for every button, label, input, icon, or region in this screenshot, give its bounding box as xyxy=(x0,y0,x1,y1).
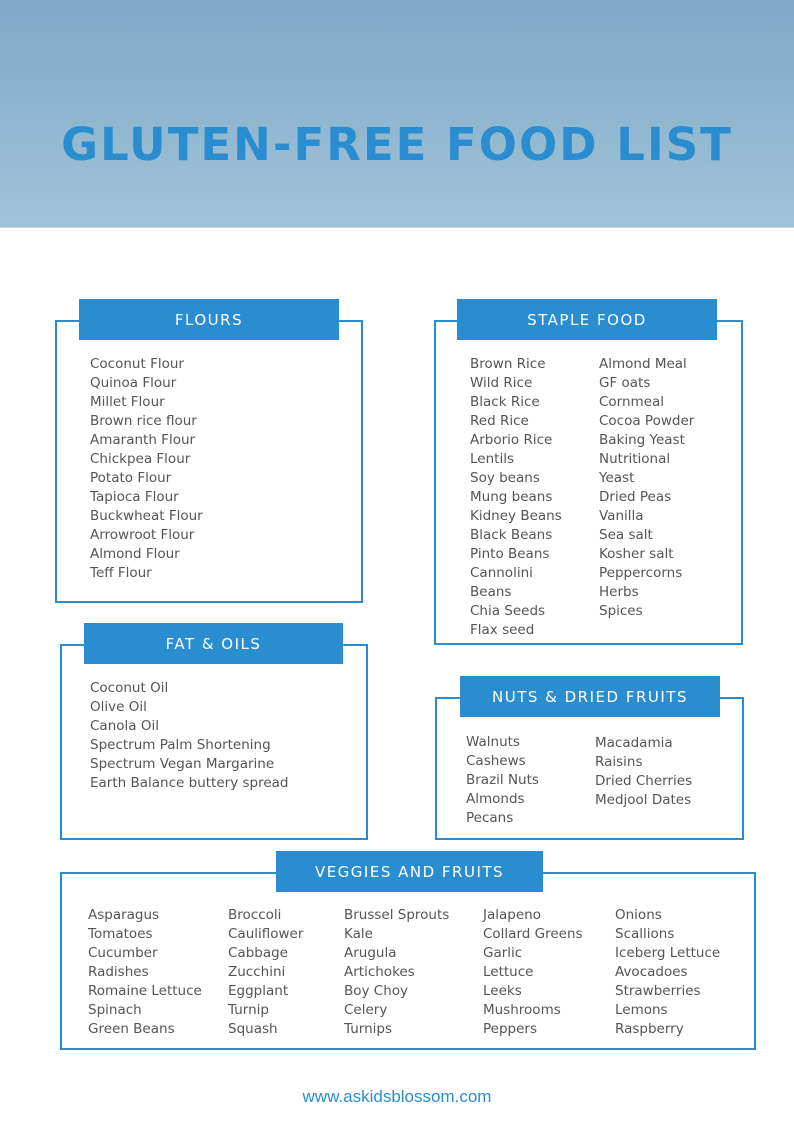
list-item: Avocadoes xyxy=(615,964,688,980)
list-item: Green Beans xyxy=(88,1021,175,1037)
list-item: Yeast xyxy=(599,470,635,486)
list-item: Raisins xyxy=(595,754,643,770)
list-item: Scallions xyxy=(615,926,675,942)
list-item: Pecans xyxy=(466,810,514,826)
list-item: Dried Peas xyxy=(599,489,672,505)
list-item: Broccoli xyxy=(228,907,282,923)
list-item: Brown Rice xyxy=(470,356,546,372)
list-item: Mushrooms xyxy=(483,1002,561,1018)
flours-list xyxy=(90,355,203,583)
list-item: Turnip xyxy=(228,1002,269,1018)
list-item: Arborio Rice xyxy=(470,432,553,448)
list-item: Canola Oil xyxy=(90,718,159,734)
list-item: Potato Flour xyxy=(90,470,172,486)
list-item: Tomatoes xyxy=(88,926,153,942)
list-item: Onions xyxy=(615,907,662,923)
list-item: Radishes xyxy=(88,964,149,980)
list-item: Baking Yeast xyxy=(599,432,685,448)
list-item: Black Rice xyxy=(470,394,540,410)
list-item: Brussel Sprouts xyxy=(344,907,450,923)
list-item: Arugula xyxy=(344,945,397,961)
list-item: Flax seed xyxy=(470,622,535,638)
list-item: Walnuts xyxy=(466,734,520,750)
list-item: Jalapeno xyxy=(483,907,541,923)
list-item: Lettuce xyxy=(483,964,534,980)
header-banner xyxy=(0,0,794,228)
list-item: Chia Seeds xyxy=(470,603,546,619)
nuts-list-2 xyxy=(595,734,692,810)
list-item: Leeks xyxy=(483,983,522,999)
list-item: Spinach xyxy=(88,1002,142,1018)
list-item: Brazil Nuts xyxy=(466,772,539,788)
list-item: Brown rice flour xyxy=(90,413,197,429)
list-item: Beans xyxy=(470,584,512,600)
list-item: Turnips xyxy=(344,1021,392,1037)
list-item: Lemons xyxy=(615,1002,668,1018)
list-item: Collard Greens xyxy=(483,926,583,942)
list-item: Almond Flour xyxy=(90,546,180,562)
veggies-list-3 xyxy=(344,906,449,1039)
list-item: Cucumber xyxy=(88,945,158,961)
list-item: Spectrum Vegan Margarine xyxy=(90,756,275,772)
veggies-tab: VEGGIES AND FRUITS xyxy=(276,851,543,892)
list-item: Macadamia xyxy=(595,735,673,751)
list-item: Wild Rice xyxy=(470,375,533,391)
list-item: Celery xyxy=(344,1002,388,1018)
list-item: Cauliflower xyxy=(228,926,304,942)
list-item: Squash xyxy=(228,1021,278,1037)
list-item: Mung beans xyxy=(470,489,553,505)
list-item: Tapioca Flour xyxy=(90,489,179,505)
list-item: Cashews xyxy=(466,753,526,769)
list-item: Teff Flour xyxy=(90,565,152,581)
list-item: Peppers xyxy=(483,1021,537,1037)
list-item: Quinoa Flour xyxy=(90,375,177,391)
staple-food-list-1 xyxy=(470,355,562,640)
list-item: Romaine Lettuce xyxy=(88,983,202,999)
staple-food-tab: STAPLE FOOD xyxy=(457,299,717,340)
list-item: Eggplant xyxy=(228,983,289,999)
page-title: GLUTEN-FREE FOOD LIST xyxy=(61,118,733,171)
list-item: Sea salt xyxy=(599,527,653,543)
list-item: Artichokes xyxy=(344,964,415,980)
veggies-list-4 xyxy=(483,906,583,1039)
list-item: Kale xyxy=(344,926,373,942)
list-item: Coconut Flour xyxy=(90,356,184,372)
list-item: GF oats xyxy=(599,375,651,391)
list-item: Almond Meal xyxy=(599,356,687,372)
list-item: Buckwheat Flour xyxy=(90,508,203,524)
list-item: Zucchini xyxy=(228,964,286,980)
list-item: Boy Choy xyxy=(344,983,409,999)
list-item: Lentils xyxy=(470,451,514,467)
list-item: Chickpea Flour xyxy=(90,451,191,467)
list-item: Cornmeal xyxy=(599,394,665,410)
list-item: Pinto Beans xyxy=(470,546,550,562)
nuts-tab: NUTS & DRIED FRUITS xyxy=(460,676,720,717)
list-item: Iceberg Lettuce xyxy=(615,945,721,961)
list-item: Amaranth Flour xyxy=(90,432,196,448)
list-item: Dried Cherries xyxy=(595,773,693,789)
list-item: Peppercorns xyxy=(599,565,683,581)
list-item: Kidney Beans xyxy=(470,508,562,524)
list-item: Cannolini xyxy=(470,565,533,581)
list-item: Soy beans xyxy=(470,470,540,486)
list-item: Medjool Dates xyxy=(595,792,692,808)
list-item: Millet Flour xyxy=(90,394,165,410)
list-item: Garlic xyxy=(483,945,523,961)
flours-tab: FLOURS xyxy=(79,299,339,340)
list-item: Asparagus xyxy=(88,907,160,923)
list-item: Coconut Oil xyxy=(90,680,169,696)
veggies-list-2 xyxy=(228,906,303,1039)
list-item: Cabbage xyxy=(228,945,288,961)
fat-oils-list xyxy=(90,679,288,793)
list-item: Almonds xyxy=(466,791,525,807)
list-item: Kosher salt xyxy=(599,546,674,562)
list-item: Vanilla xyxy=(599,508,644,524)
list-item: Earth Balance buttery spread xyxy=(90,775,289,791)
veggies-list-1 xyxy=(88,906,202,1039)
list-item: Spices xyxy=(599,603,643,619)
footer-url[interactable]: www.askidsblossom.com xyxy=(302,1087,492,1106)
list-item: Black Beans xyxy=(470,527,553,543)
list-item: Strawberries xyxy=(615,983,701,999)
nuts-list-1 xyxy=(466,733,539,828)
list-item: Cocoa Powder xyxy=(599,413,695,429)
list-item: Herbs xyxy=(599,584,639,600)
fat-oils-tab: FAT & OILS xyxy=(84,623,343,664)
veggies-list-5 xyxy=(615,906,720,1039)
list-item: Nutritional xyxy=(599,451,671,467)
list-item: Red Rice xyxy=(470,413,529,429)
list-item: Spectrum Palm Shortening xyxy=(90,737,271,753)
list-item: Raspberry xyxy=(615,1021,684,1037)
list-item: Olive Oil xyxy=(90,699,147,715)
staple-food-list-2 xyxy=(599,355,694,621)
list-item: Arrowroot Flour xyxy=(90,527,195,543)
